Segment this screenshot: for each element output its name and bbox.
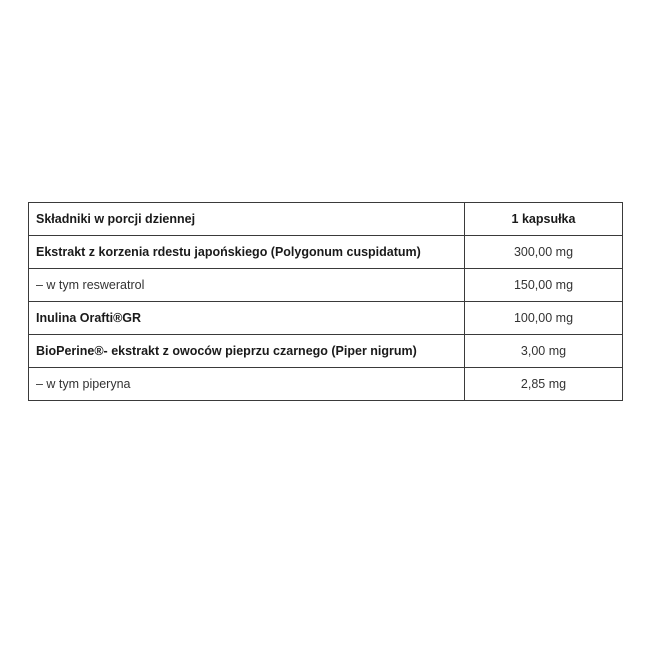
ingredient-name: – w tym piperyna	[29, 368, 465, 401]
ingredient-dose: 3,00 mg	[465, 335, 623, 368]
header-ingredients: Składniki w porcji dziennej	[29, 203, 465, 236]
table-row	[29, 302, 623, 335]
ingredient-dose: 2,85 mg	[465, 368, 623, 401]
table-row	[29, 236, 623, 269]
ingredient-name: – w tym resweratrol	[29, 269, 465, 302]
ingredient-dose: 300,00 mg	[465, 236, 623, 269]
table-row	[29, 335, 623, 368]
supplement-facts-table	[28, 202, 623, 401]
ingredient-dose: 150,00 mg	[465, 269, 623, 302]
header-dose: 1 kapsułka	[465, 203, 623, 236]
ingredient-name: Ekstrakt z korzenia rdestu japońskiego (Polygonum cuspidatum)	[29, 236, 465, 269]
table-row	[29, 269, 623, 302]
ingredient-name: Inulina Orafti®GR	[29, 302, 465, 335]
ingredient-name: BioPerine®- ekstrakt z owoców pieprzu czarnego (Piper nigrum)	[29, 335, 465, 368]
supplement-facts-table-container	[28, 202, 622, 401]
table-header-row	[29, 203, 623, 236]
table-row	[29, 368, 623, 401]
ingredient-dose: 100,00 mg	[465, 302, 623, 335]
